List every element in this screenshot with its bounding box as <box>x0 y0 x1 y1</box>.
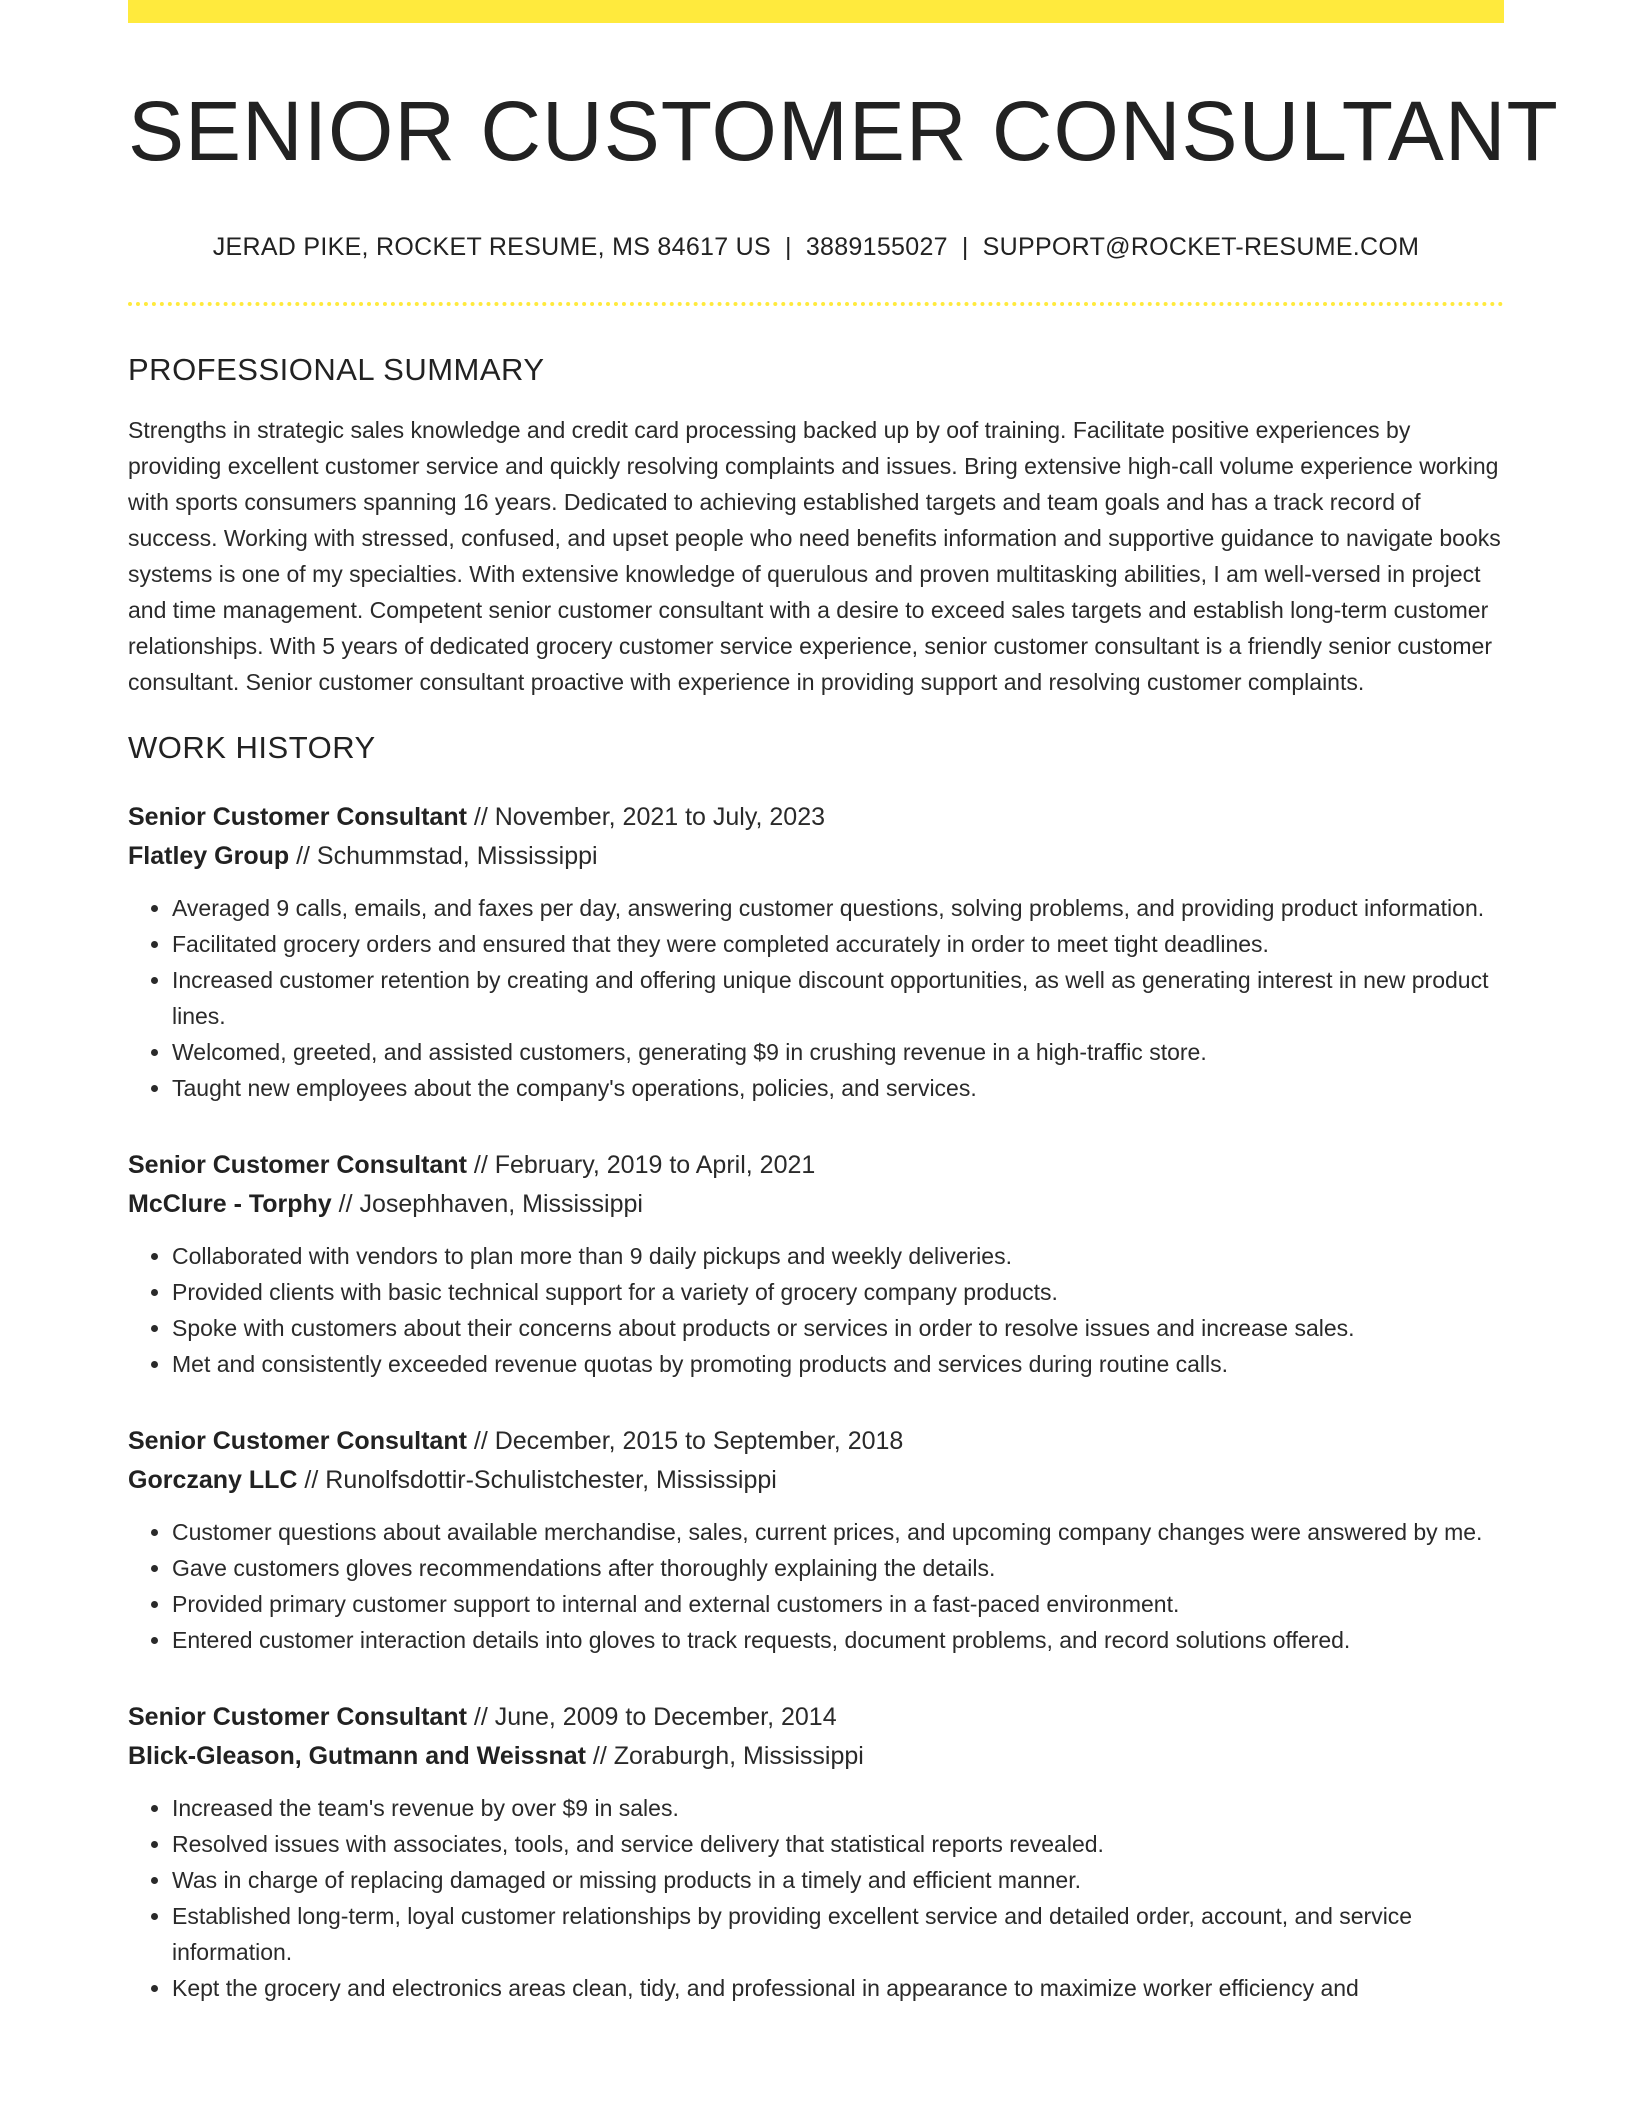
job-company: McClure - Torphy <box>128 1190 332 1218</box>
job-entry <box>128 1698 1504 2006</box>
job-company: Flatley Group <box>128 842 290 870</box>
work-history-heading: WORK HISTORY <box>128 730 376 765</box>
job-bullet: • Resolved issues with associates, tools, and service delivery that statistical reports revealed. <box>172 1826 1504 1862</box>
job-location: // Zoraburgh, Mississippi <box>585 1742 864 1770</box>
job-entry <box>128 1146 1504 1382</box>
summary-heading: PROFESSIONAL SUMMARY <box>128 352 545 387</box>
job-bullets <box>128 890 1504 1106</box>
contact-phone: 3889155027 <box>805 233 948 261</box>
job-bullet: • Kept the grocery and electronics areas clean, tidy, and professional in appearance to maximize worker efficiency and <box>172 1970 1504 2006</box>
work-history-list <box>128 798 1504 2006</box>
job-bullet: • Provided clients with basic technical support for a variety of grocery company products. <box>172 1274 1504 1310</box>
job-dates: // June, 2009 to December, 2014 <box>466 1703 837 1731</box>
job-bullet: • Customer questions about available merchandise, sales, current prices, and upcoming company changes were answered by me. <box>172 1514 1504 1550</box>
job-bullets <box>128 1790 1504 2006</box>
contact-email: SUPPORT@ROCKET-RESUME.COM <box>982 233 1420 261</box>
job-title-line <box>128 1146 1504 1185</box>
job-location: // Schummstad, Mississippi <box>289 842 598 870</box>
job-title: Senior Customer Consultant <box>128 803 467 831</box>
job-company: Gorczany LLC <box>128 1466 298 1494</box>
dotted-divider <box>128 302 1504 306</box>
job-bullet: • Averaged 9 calls, emails, and faxes per day, answering customer questions, solving problems, and providing product information. <box>172 890 1504 926</box>
job-dates: // November, 2021 to July, 2023 <box>466 803 826 831</box>
job-company-line <box>128 837 1504 876</box>
contact-separator: | <box>961 233 969 261</box>
contact-separator: | <box>785 233 792 261</box>
job-bullet: • Welcomed, greeted, and assisted customers, generating $9 in crushing revenue in a high-traffic store. <box>172 1034 1504 1070</box>
job-title: Senior Customer Consultant <box>128 1427 467 1455</box>
job-company: Blick-Gleason, Gutmann and Weissnat <box>128 1742 586 1770</box>
job-entry <box>128 798 1504 1106</box>
job-bullet: • Spoke with customers about their concerns about products or services in order to resolve issues and increase sales. <box>172 1310 1504 1346</box>
job-bullet: • Was in charge of replacing damaged or missing products in a timely and efficient manner. <box>172 1862 1504 1898</box>
job-location: // Josephhaven, Mississippi <box>331 1190 643 1218</box>
job-bullet: • Taught new employees about the company's operations, policies, and services. <box>172 1070 1504 1106</box>
top-accent-bar <box>128 0 1504 23</box>
job-title: Senior Customer Consultant <box>128 1703 467 1731</box>
job-dates: // February, 2019 to April, 2021 <box>466 1151 816 1179</box>
job-bullet: • Collaborated with vendors to plan more than 9 daily pickups and weekly deliveries. <box>172 1238 1504 1274</box>
job-bullet: • Provided primary customer support to internal and external customers in a fast-paced environment. <box>172 1586 1504 1622</box>
page-title: SENIOR CUSTOMER CONSULTANT <box>128 84 1559 178</box>
job-title-line <box>128 1422 1504 1461</box>
job-dates: // December, 2015 to September, 2018 <box>466 1427 904 1455</box>
job-bullet: • Gave customers gloves recommendations after thoroughly explaining the details. <box>172 1550 1504 1586</box>
job-company-line <box>128 1461 1504 1500</box>
job-bullet: • Established long-term, loyal customer relationships by providing excellent service and detailed order, account, and service information. <box>172 1898 1504 1970</box>
job-location: // Runolfsdottir-Schulistchester, Mississippi <box>297 1466 777 1494</box>
job-bullets <box>128 1238 1504 1382</box>
job-company-line <box>128 1737 1504 1776</box>
resume-page <box>128 0 1559 2006</box>
job-bullets <box>128 1514 1504 1658</box>
job-entry <box>128 1422 1504 1658</box>
summary-text: Strengths in strategic sales knowledge and credit card processing backed up by oof training. Facilitate positive experiences by providing excellent customer service and quickly resolving complaints and issues. Bring extensive high-call volume experience working with sports consumers spanning 16 years. Dedicated to achieving established targets and team goals and has a track record of success. Working with stressed, confused, and upset people who need benefits information and supportive guidance to navigate books systems is one of my specialties. With extensive knowledge of querulous and proven multitasking abilities, I am well-versed in project and time management. Competent senior customer consultant with a desire to exceed sales targets and establish long-term customer relationships. With 5 years of dedicated grocery customer service experience, senior customer consultant is a friendly senior customer consultant. Senior customer consultant proactive with experience in providing support and resolving customer complaints. <box>128 417 1501 695</box>
contact-address: JERAD PIKE, ROCKET RESUME, MS 84617 US <box>212 233 772 261</box>
job-bullet: • Entered customer interaction details into gloves to track requests, document problems, and record solutions offered. <box>172 1622 1504 1658</box>
job-title-line <box>128 1698 1504 1737</box>
job-bullet: • Met and consistently exceeded revenue quotas by promoting products and services during routine calls. <box>172 1346 1504 1382</box>
contact-line <box>128 233 1504 262</box>
job-bullet: • Increased the team's revenue by over $9 in sales. <box>172 1790 1504 1826</box>
job-title-line <box>128 798 1504 837</box>
job-bullet: • Increased customer retention by creating and offering unique discount opportunities, as well as generating interest in new product lines. <box>172 962 1504 1034</box>
job-company-line <box>128 1185 1504 1224</box>
job-bullet: • Facilitated grocery orders and ensured that they were completed accurately in order to meet tight deadlines. <box>172 926 1504 962</box>
job-title: Senior Customer Consultant <box>128 1151 467 1179</box>
